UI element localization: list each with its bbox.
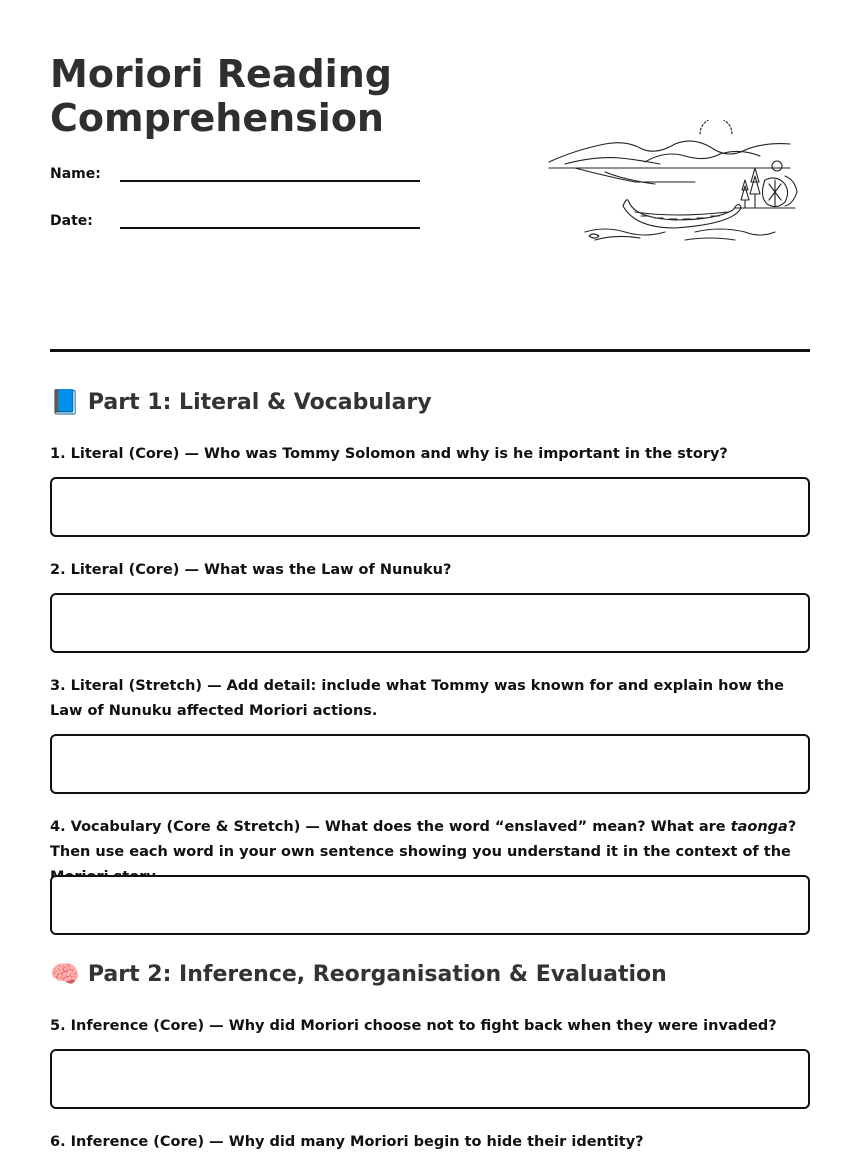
date-line[interactable] bbox=[120, 227, 420, 229]
landscape-canoe-illustration bbox=[545, 120, 805, 245]
question-5: 5. Inference (Core) — Why did Moriori choose not to fight back when they were invaded? bbox=[50, 1018, 777, 1034]
part1-heading bbox=[50, 388, 432, 416]
question-4-part-a: 4. Vocabulary (Core & Stretch) — What does the word “enslaved” mean? What are bbox=[50, 819, 731, 835]
date-label: Date: bbox=[50, 213, 93, 229]
name-label: Name: bbox=[50, 166, 101, 182]
answer-input-4[interactable] bbox=[52, 877, 808, 933]
answer-box-4[interactable] bbox=[50, 875, 810, 935]
header-divider bbox=[50, 349, 810, 352]
part2-heading-text: Part 2: Inference, Reorganisation & Evaluation bbox=[87, 961, 667, 987]
question-6: 6. Inference (Core) — Why did many Moriori begin to hide their identity? bbox=[50, 1134, 644, 1150]
question-3: 3. Literal (Stretch) — Add detail: include what Tommy was known for and explain how the Law of Nunuku affected Moriori actions. bbox=[50, 678, 784, 719]
answer-input-1[interactable] bbox=[52, 479, 808, 535]
worksheet-title: Moriori Reading Comprehension bbox=[50, 52, 392, 140]
answer-input-5[interactable] bbox=[52, 1051, 808, 1107]
question-1: 1. Literal (Core) — Who was Tommy Solomon and why is he important in the story? bbox=[50, 446, 728, 462]
answer-box-3[interactable] bbox=[50, 734, 810, 794]
question-4-part-b: ? Then use each word in your own sentence showing you understand it in the context of the bbox=[50, 819, 797, 860]
question-2: 2. Literal (Core) — What was the Law of Nunuku? bbox=[50, 562, 452, 578]
answer-box-5[interactable] bbox=[50, 1049, 810, 1109]
part2-heading bbox=[50, 960, 667, 988]
answer-box-1[interactable] bbox=[50, 477, 810, 537]
brain-icon: 🧠 bbox=[50, 960, 80, 988]
answer-input-2[interactable] bbox=[52, 595, 808, 651]
answer-box-2[interactable] bbox=[50, 593, 810, 653]
name-line[interactable] bbox=[120, 180, 420, 182]
question-4-term: taonga bbox=[730, 819, 788, 835]
name-field bbox=[50, 166, 430, 196]
date-field bbox=[50, 213, 430, 243]
part1-heading-text: Part 1: Literal & Vocabulary bbox=[87, 389, 432, 415]
book-icon: 📘 bbox=[50, 388, 80, 416]
answer-input-3[interactable] bbox=[52, 736, 808, 792]
